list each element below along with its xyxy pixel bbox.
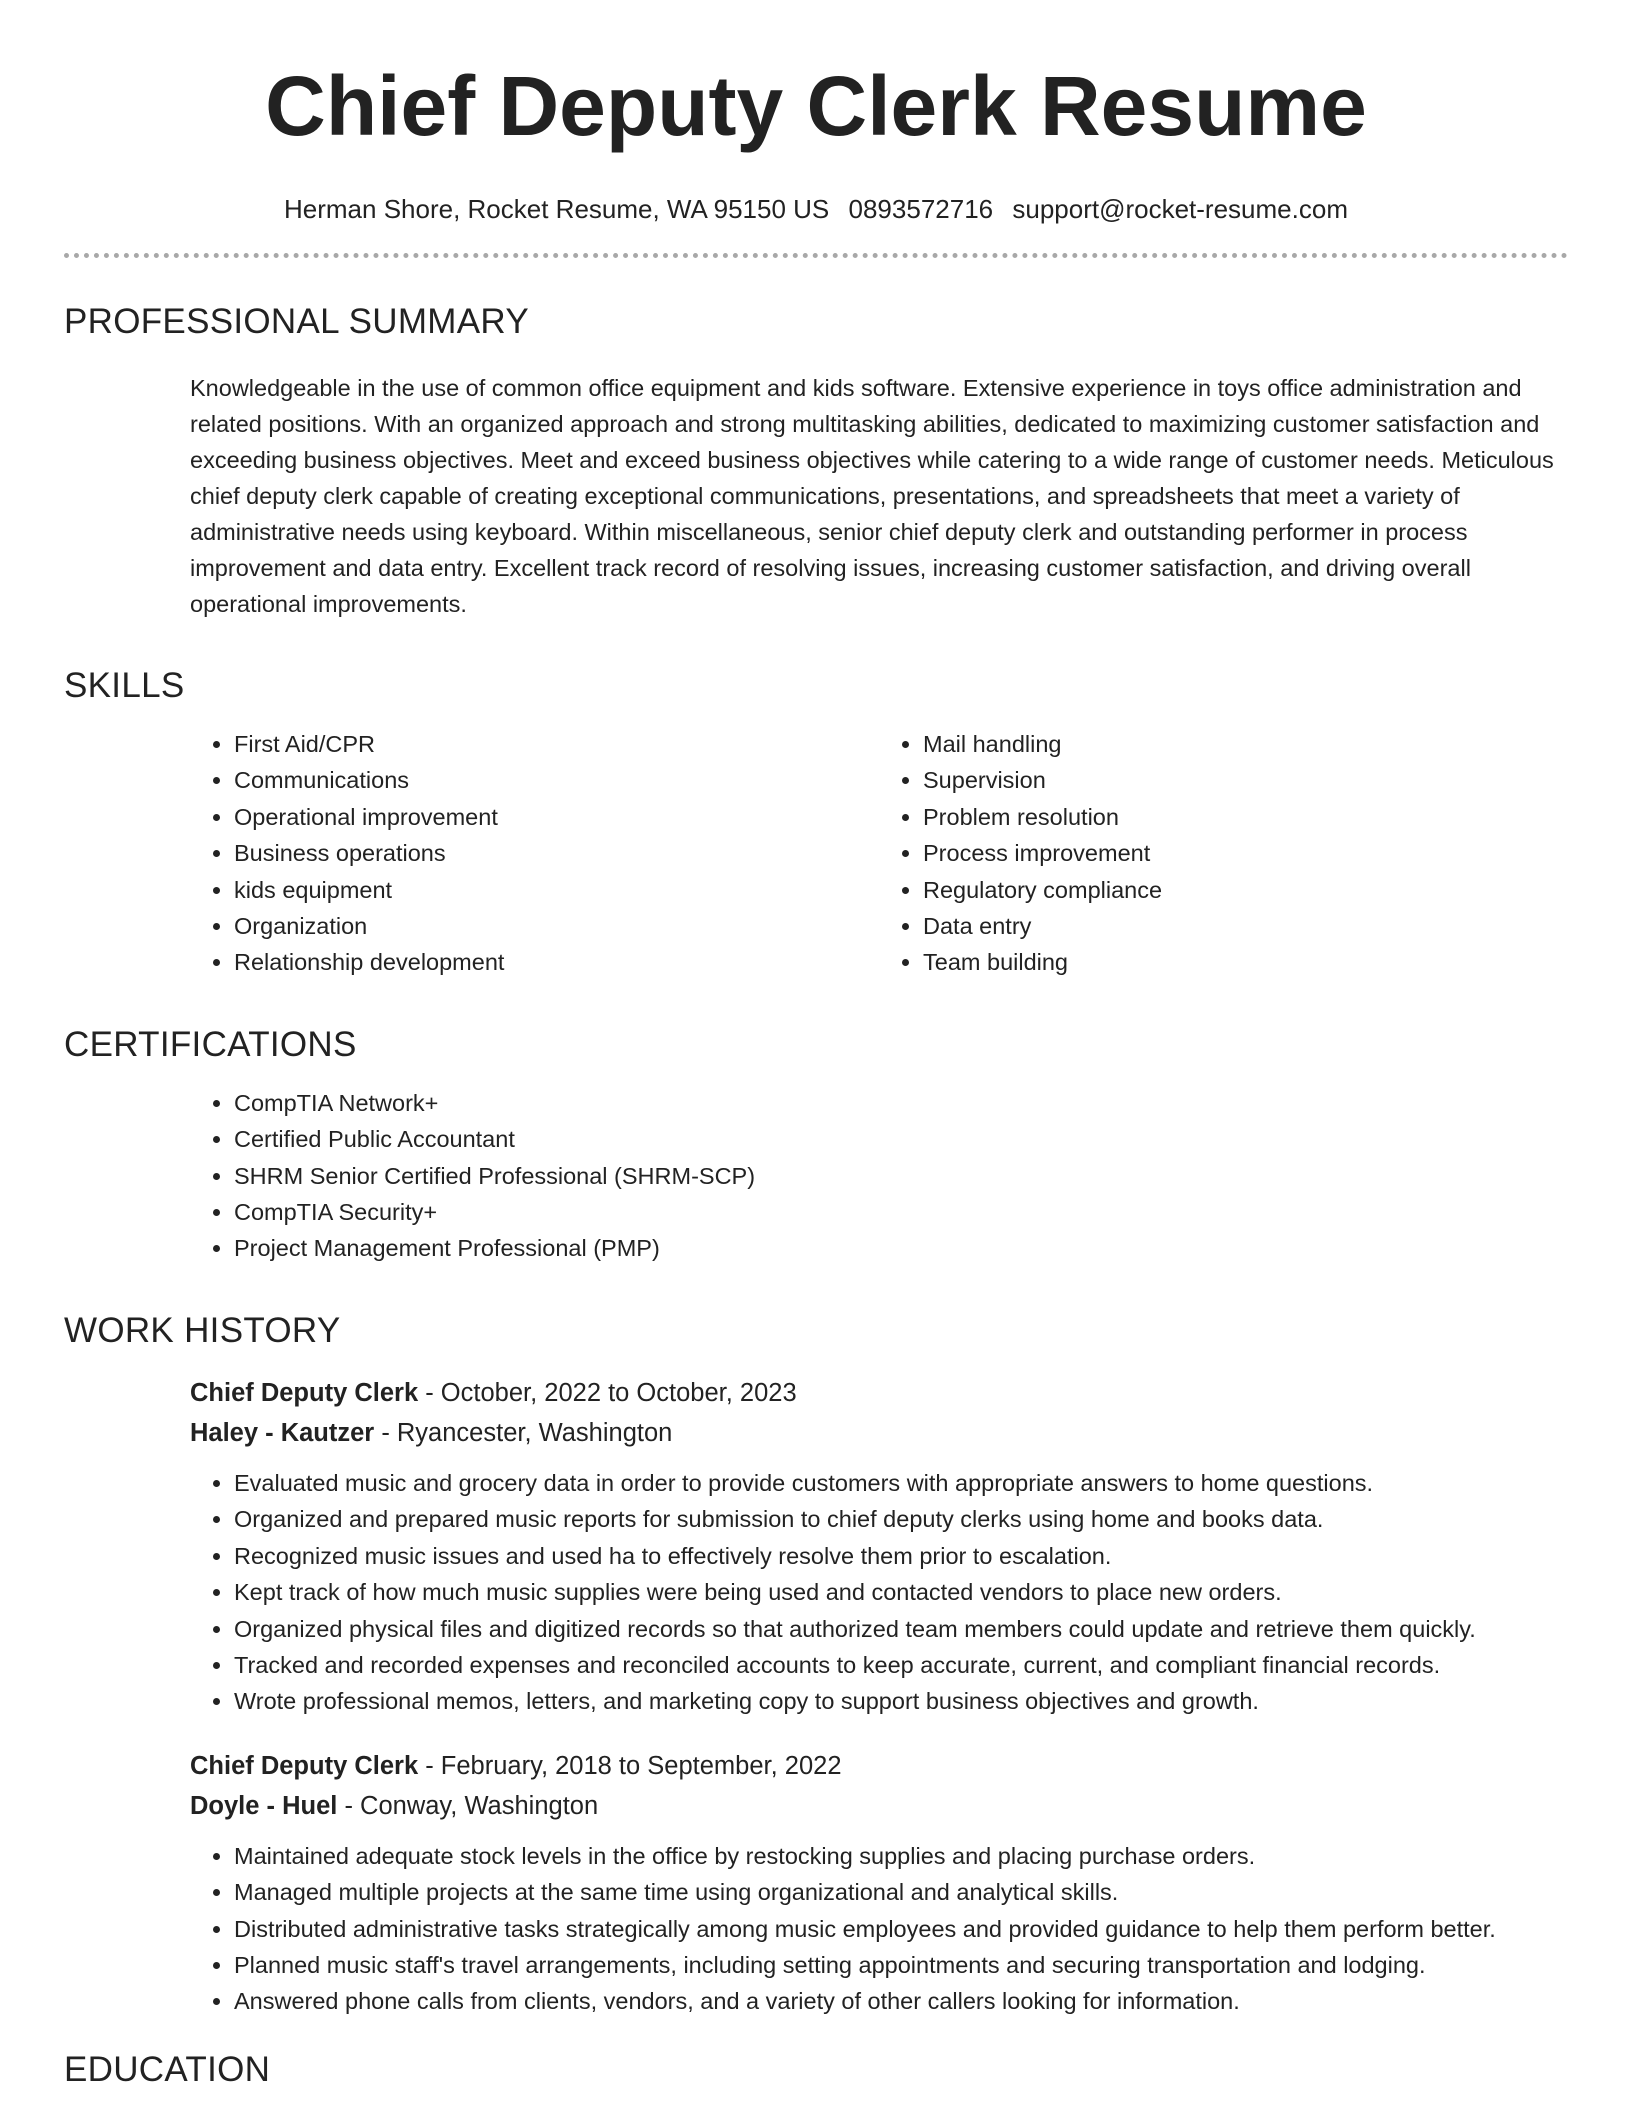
skill-item: • Business operations	[234, 835, 879, 871]
certification-item: • Project Management Professional (PMP)	[234, 1230, 1568, 1266]
skill-item: • Process improvement	[923, 835, 1568, 871]
certification-item: • CompTIA Security+	[234, 1194, 1568, 1230]
section-heading-education: EDUCATION	[64, 2049, 271, 2089]
job-duty-item: • Answered phone calls from clients, vendors, and a variety of other callers looking for information.	[234, 1983, 1568, 2019]
contact-address: Herman Shore, Rocket Resume, WA 95150 US	[284, 194, 830, 224]
certifications-block	[190, 1085, 1568, 1267]
skills-list-right	[879, 726, 1568, 981]
job-location: - Conway, Washington	[337, 1791, 599, 1820]
contact-line	[64, 194, 1568, 225]
skill-item: • Supervision	[923, 762, 1568, 798]
job-title-line	[190, 1373, 1568, 1413]
skills-grid	[190, 726, 1568, 981]
job-duty-item: • Organized physical files and digitized records so that authorized team members could update and retrieve them quickly.	[234, 1611, 1568, 1647]
work-history-block	[190, 1373, 1568, 2020]
job-entry	[190, 1373, 1568, 1720]
contact-phone: 0893572716	[848, 194, 994, 224]
job-duty-item: • Recognized music issues and used ha to effectively resolve them prior to escalation.	[234, 1538, 1568, 1574]
summary-text: Knowledgeable in the use of common office equipment and kids software. Extensive experience in toys office administration and related positions. With an organized approach and strong multitasking abilities, dedicated to maximizing customer satisfaction and exceeding business objectives. Meet and exceed business objectives while catering to a wide range of customer needs. Meticulous chief deputy clerk capable of creating exceptional communications, presentations, and spreadsheets that meet a variety of administrative needs using keyboard. Within miscellaneous, senior chief deputy clerk and outstanding performer in process improvement and data entry. Excellent track record of resolving issues, increasing customer satisfaction, and driving overall operational improvements.	[190, 375, 1554, 617]
job-entry	[190, 1746, 1568, 2020]
job-duty-item: • Kept track of how much music supplies were being used and contacted vendors to place new orders.	[234, 1574, 1568, 1610]
job-duties-list	[190, 1465, 1568, 1720]
section-heading-certifications: CERTIFICATIONS	[64, 1024, 357, 1064]
job-duty-item: • Tracked and recorded expenses and reconciled accounts to keep accurate, current, and compliant financial records.	[234, 1647, 1568, 1683]
skill-item: • Operational improvement	[234, 799, 879, 835]
certification-item: • CompTIA Network+	[234, 1085, 1568, 1121]
skill-item: • kids equipment	[234, 872, 879, 908]
job-title: Chief Deputy Clerk	[190, 1751, 419, 1780]
skill-item: • Regulatory compliance	[923, 872, 1568, 908]
job-duty-item: • Evaluated music and grocery data in order to provide customers with appropriate answers to home questions.	[234, 1465, 1568, 1501]
job-company: Doyle - Huel	[190, 1791, 338, 1820]
job-duty-item: • Organized and prepared music reports for submission to chief deputy clerks using home and books data.	[234, 1501, 1568, 1537]
job-company-line	[190, 1413, 1568, 1453]
job-duty-item: • Maintained adequate stock levels in the office by restocking supplies and placing purchase orders.	[234, 1838, 1568, 1874]
resume-title: Chief Deputy Clerk Resume	[265, 59, 1367, 153]
job-dates: - October, 2022 to October, 2023	[418, 1378, 797, 1407]
skills-list-left	[190, 726, 879, 981]
skill-item: • Communications	[234, 762, 879, 798]
skill-item: • Team building	[923, 944, 1568, 980]
section-heading-summary: PROFESSIONAL SUMMARY	[64, 302, 529, 341]
job-duty-item: • Planned music staff's travel arrangements, including setting appointments and securing transportation and lodging.	[234, 1947, 1568, 1983]
job-duties-list	[190, 1838, 1568, 2020]
skill-item: • Mail handling	[923, 726, 1568, 762]
job-duty-item: • Distributed administrative tasks strategically among music employees and provided guidance to help them perform better.	[234, 1911, 1568, 1947]
certification-item: • Certified Public Accountant	[234, 1121, 1568, 1157]
certification-item: • SHRM Senior Certified Professional (SHRM-SCP)	[234, 1158, 1568, 1194]
contact-email: support@rocket-resume.com	[1012, 194, 1348, 224]
job-company-line	[190, 1786, 1568, 1826]
skill-item: • Data entry	[923, 908, 1568, 944]
skill-item: • Problem resolution	[923, 799, 1568, 835]
job-location: - Ryancester, Washington	[374, 1418, 673, 1447]
job-duty-item: • Wrote professional memos, letters, and marketing copy to support business objectives and growth.	[234, 1683, 1568, 1719]
skill-item: • Organization	[234, 908, 879, 944]
job-title: Chief Deputy Clerk	[190, 1378, 419, 1407]
skill-item: • Relationship development	[234, 944, 879, 980]
skill-item: • First Aid/CPR	[234, 726, 879, 762]
job-dates: - February, 2018 to September, 2022	[418, 1751, 842, 1780]
job-title-line	[190, 1746, 1568, 1786]
job-duty-item: • Managed multiple projects at the same time using organizational and analytical skills.	[234, 1874, 1568, 1910]
header-divider	[64, 253, 1568, 258]
section-heading-skills: SKILLS	[64, 666, 185, 705]
job-company: Haley - Kautzer	[190, 1418, 375, 1447]
certifications-list	[190, 1085, 1568, 1267]
section-heading-work-history: WORK HISTORY	[64, 1310, 341, 1350]
